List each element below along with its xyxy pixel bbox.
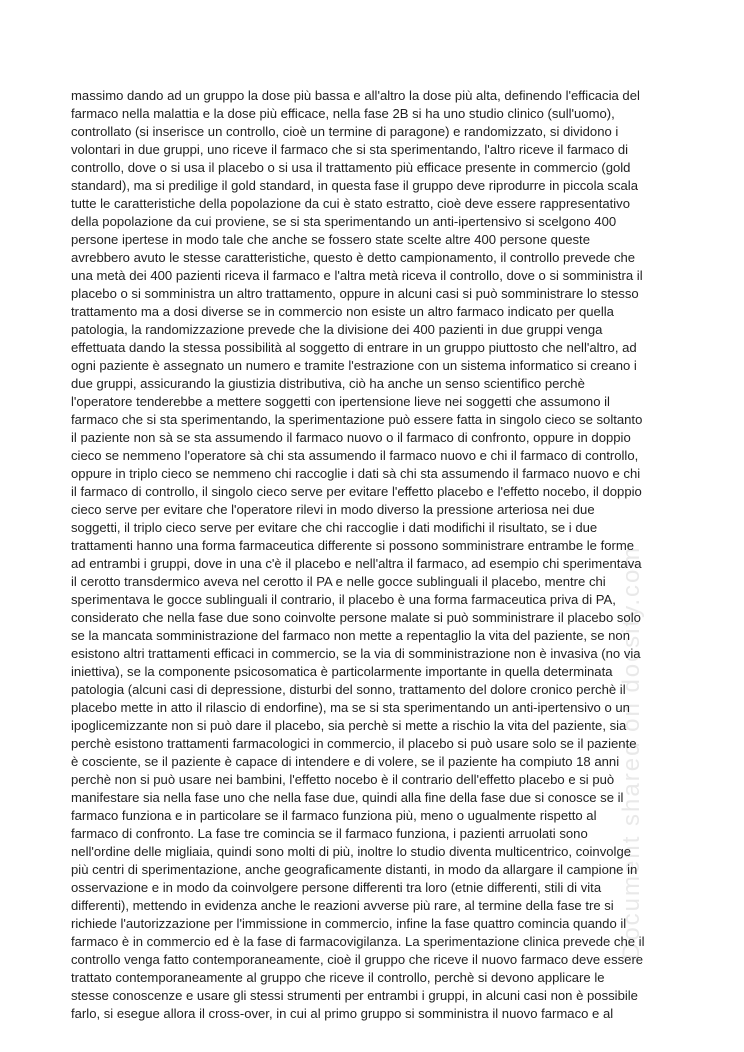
text-line: è cosciente, se il paziente è capace di intendere e di volere, se il paziente ha compiuto 18 anni [71, 754, 620, 769]
text-line: iniettiva), se la componente psicosomatica è particolarmente importante in quella determinata [71, 664, 613, 679]
text-line: persone ipertese in modo tale che anche se fossero state scelte altre 400 persone queste [71, 232, 590, 247]
text-line: massimo dando ad un gruppo la dose più bassa e all'altro la dose più alta, definendo l'efficacia del [71, 88, 640, 103]
text-line: placebo o si somministra un altro trattamento, oppure in alcuni casi si può somministrare lo stesso [71, 286, 639, 301]
text-line: soggetti, il triplo cieco serve per evitare che chi raccoglie i dati modifichi il risultato, se i due [71, 520, 598, 535]
text-line: oppure in triplo cieco se nemmeno chi raccoglie i dati sà chi sta assumendo il farmaco nuovo e chi [71, 466, 641, 481]
text-line: farmaco funziona e in particolare se il farmaco funziona più, meno o ugualmente rispetto al [71, 808, 597, 823]
text-line: effettuata dando la stessa possibilità al soggetto di entrare in un gruppo piuttosto che nell'altro, ad [71, 340, 637, 355]
text-line: standard), ma si predilige il gold standard, in questa fase il gruppo deve riprodurre in piccola scala [71, 178, 638, 193]
text-line: perchè non si può usare nei bambini, l'effetto nocebo è il contrario dell'effetto placebo e si può [71, 772, 615, 787]
text-line: il farmaco di controllo, il singolo cieco serve per evitare l'effetto placebo e l'effetto nocebo, il doppio [71, 484, 642, 499]
watermark: Document shared on docsity.com [618, 545, 645, 960]
text-line: placebo mette in atto il rilascio di endorfine), ma se si sta sperimentando un anti-ipertensivo o un [71, 700, 630, 715]
text-line: controllo, dove o si usa il placebo o si usa il trattamento più efficace presente in commercio (gold [71, 160, 631, 175]
text-line: esistono altri trattamenti efficaci in commercio, se la via di somministrazione non è invasiva (no via [71, 646, 641, 661]
text-line: più centri di sperimentazione, anche geograficamente distanti, in modo da allargare il campione in [71, 862, 638, 877]
text-line: tutte le caratteristiche della popolazione da cui è stato estratto, cioè deve essere rappresentativo [71, 196, 630, 211]
text-line: cieco se nemmeno l'operatore sà chi sta assumendo il farmaco nuovo e chi il farmaco di controllo, [71, 448, 639, 463]
text-line: trattamento ma a dosi diverse se in commercio non esiste un altro farmaco indicato per quella [71, 304, 614, 319]
text-line: considerato che nella fase due sono coinvolte persone malate si può somministrare il placebo solo [71, 610, 641, 625]
text-line: manifestare sia nella fase uno che nella fase due, quindi alla fine della fase due si conosce se il [71, 790, 624, 805]
text-line: il paziente non sà se sta assumendo il farmaco nuovo o il farmaco di confronto, oppure in doppio [71, 430, 631, 445]
text-line: il cerotto transdermico aveva nel cerotto il PA e nelle gocce sublinguali il placebo, mentre chi [71, 574, 606, 589]
text-line: ipoglicemizzante non si può dare il placebo, sia perchè si mette a rischio la vita del paziente, sia [71, 718, 627, 733]
text-line: cieco serve per evitare che l'operatore rilevi in modo diverso la pressione arteriosa nei due [71, 502, 595, 517]
text-line: due gruppi, assicurando la giustizia distributiva, ciò ha anche un senso scientifico perchè [71, 376, 585, 391]
text-line: stesse conoscenze e usare gli stessi strumenti per entrambi i gruppi, in alcuni casi non è possibile [71, 988, 638, 1003]
text-line: controllato (si inserisce un controllo, cioè un termine di paragone) e randomizzato, si dividono i [71, 124, 619, 139]
text-line: ogni paziente è assegnato un numero e tramite l'estrazione con un sistema informatico si creano i [71, 358, 637, 373]
text-line: perchè esistono trattamenti farmacologici in commercio, il placebo si può usare solo se il paziente [71, 736, 637, 751]
text-line: patologia (alcuni casi di depressione, disturbi del sonno, trattamento del dolore cronico perchè il [71, 682, 626, 697]
text-line: farmaco nella malattia e la dose più efficace, nella fase 2B si ha uno studio clinico (sull'uomo), [71, 106, 615, 121]
text-line: avrebbero avuto le stesse caratteristiche, questo è detto campionamento, il controllo prevede che [71, 250, 636, 265]
text-line: della popolazione da cui proviene, se si sta sperimentando un anti-ipertensivo si scelgono 400 [71, 214, 617, 229]
text-line: sperimentava le gocce sublinguali il contrario, il placebo è una forma farmaceutica priva di PA, [71, 592, 616, 607]
text-line: farmaco è in commercio ed è la fase di farmacovigilanza. La sperimentazione clinica prevede che il [71, 934, 645, 949]
text-line: trattamenti hanno una forma farmaceutica differente si possono somministrare entrambe le forme [71, 538, 635, 553]
text-line: volontari in due gruppi, uno riceve il farmaco che si sta sperimentando, l'altro riceve il farmaco di [71, 142, 629, 157]
body-text [71, 87, 677, 1023]
text-line: osservazione e in modo da coinvolgere persone differenti tra loro (etnie differenti, stili di vita [71, 880, 602, 895]
text-line: trattato contemporaneamente al gruppo che riceve il controllo, perchè si devono applicare le [71, 970, 605, 985]
text-line: una metà dei 400 pazienti riceva il farmaco e l'altra metà riceva il controllo, dove o si somministra il [71, 268, 643, 283]
text-line: farmaco che si sta sperimentando, la sperimentazione può essere fatta in singolo cieco se soltanto [71, 412, 643, 427]
text-line: l'operatore tenderebbe a mettere soggetti con ipertensione lieve nei soggetti che assumono il [71, 394, 610, 409]
text-line: differenti), mettendo in evidenza anche le reazioni avverse più rare, al termine della fase tre si [71, 898, 614, 913]
text-line: richiede l'autorizzazione per l'immissione in commercio, infine la fase quattro comincia quando il [71, 916, 627, 931]
text-line: patologia, la randomizzazione prevede che la divisione dei 400 pazienti in due gruppi venga [71, 322, 603, 337]
text-line: controllo venga fatto contemporaneamente, cioè il gruppo che riceve il nuovo farmaco deve essere [71, 952, 644, 967]
text-line: nell'ordine delle migliaia, quindi sono molti di più, inoltre lo studio diventa multicentrico, coinvolge [71, 844, 632, 859]
text-line: farlo, si esegue allora il cross-over, in cui al primo gruppo si somministra il nuovo farmaco e al [71, 1006, 614, 1021]
text-line: ad entrambi i gruppi, dove in una c'è il placebo e nell'altra il farmaco, ad esempio chi sperimentava [71, 556, 642, 571]
text-line: farmaco di confronto. La fase tre comincia se il farmaco funziona, i pazienti arruolati sono [71, 826, 588, 841]
text-line: se la mancata somministrazione del farmaco non mette a repentaglio la vita del paziente, se non [71, 628, 630, 643]
